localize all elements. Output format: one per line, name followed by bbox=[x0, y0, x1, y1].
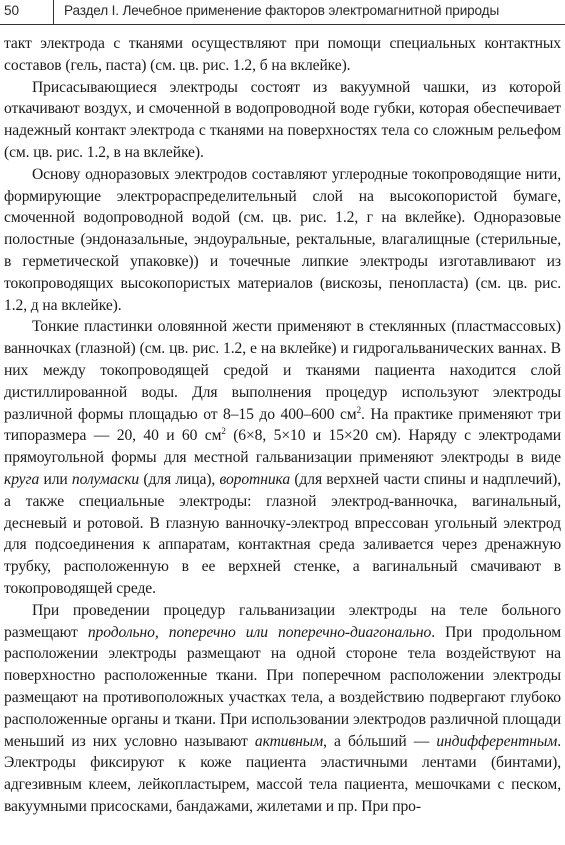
header-separator bbox=[53, 0, 54, 24]
body-text bbox=[4, 33, 561, 818]
text-run: Основу одноразовых электродов составляют углеродные токопроводящие нити, формирующие электрораспределительный слой на высокопористой бумаге, смоченной водопроводной водой (см. цв. рис. 1.2, г на вклейке). Одноразовые полостные (эндоназальные, эндоуральные, ректальные, влагалищные (стерильные, в герметической упаковке)) и точечные липкие электроды изготавливают из токопроводящих высокопористых материалов (вискозы, пенопласта) (см. цв. рис. 1.2, д на вклейке). bbox=[4, 165, 561, 314]
text-run: (для лица), bbox=[139, 470, 220, 488]
text-run: , а бóльший — bbox=[323, 732, 437, 750]
running-title: Раздел I. Лечебное применение факторов электромагнитной природы bbox=[64, 3, 500, 18]
paragraph bbox=[4, 316, 561, 599]
italic-term: полумаски bbox=[71, 470, 140, 488]
text-run: . Электроды фиксируют к коже пациента эластичными лентами (бинтами), адгезивным клеем, лейкопластырем, массой тела пациента, мешочками с песком, вакуумными присосками, бандажами, жилетами и пр. При про- bbox=[4, 732, 561, 815]
italic-term: продольно, поперечно или поперечно-диагонально bbox=[87, 623, 432, 641]
page-number: 50 bbox=[4, 3, 20, 18]
superscript: 2 bbox=[221, 426, 226, 437]
text-run: (6×8, 5×10 и 15×20 см). Наряду с электродами прямоугольной формы для местной гальванизации применяют электроды в виде bbox=[4, 427, 561, 467]
paragraph bbox=[4, 164, 561, 317]
italic-term: активным bbox=[254, 732, 324, 750]
superscript: 2 bbox=[356, 404, 361, 415]
text-run: . При продольном расположении электроды размещают на одной стороне тела воздействуют на поверхностно расположенные ткани. При поперечном расположении электроды размещают на противоположных участках тела, а воздействию подвергают глубоко расположенные органы и ткани. При использовании электродов различной площади меньший из них условно называют bbox=[4, 623, 561, 750]
italic-term: круга bbox=[4, 470, 40, 488]
text-run: При проведении процедур гальванизации электроды на теле больного размещают bbox=[4, 601, 561, 641]
text-run: или bbox=[39, 470, 72, 488]
text-run: Тонкие пластинки оловянной жести применяют в стеклянных (пластмассовых) ванночках (глазной) (см. цв. рис. 1.2, е на вклейке) и гидрогальванических ваннах. В них между токопроводящей средой и тканями пациента находится слой дистиллированной воды. Для выполнения процедур используют электроды различной формы площадью от 8–15 до 400–600 см bbox=[4, 318, 561, 423]
text-run: Присасывающиеся электроды состоят из вакуумной чашки, из которой откачивают воздух, и смоченной в водопроводной воде губки, которая обеспечивает надежный контакт электрода с тканями на поверхностях тела со сложным рельефом (см. цв. рис. 1.2, в на вклейке). bbox=[4, 78, 561, 161]
paragraph bbox=[4, 600, 561, 818]
page-header bbox=[0, 0, 565, 26]
italic-term: индифферентным bbox=[436, 732, 558, 750]
header-rule bbox=[0, 24, 565, 25]
text-run: (для верхней части спины и надплечий), а также специальные электроды: глазной электрод-ванночка, вагинальный, десневый и ротовой. В глазную ванночку-электрод впрессован угольный электрод для подсоединения к аппаратам, контактная среда заливается через дренажную трубку, расположенную в ее верхней стенке, а вагинальный смачивают в токопроводящей среде. bbox=[4, 470, 561, 597]
paragraph bbox=[4, 33, 561, 77]
paragraph bbox=[4, 77, 561, 164]
text-run: такт электрода с тканями осуществляют при помощи специальных контактных составов (гель, паста) (см. цв. рис. 1.2, б на вклейке). bbox=[4, 35, 561, 74]
text-run: . На практике применяют три типоразмера — 20, 40 и 60 см bbox=[4, 405, 561, 445]
italic-term: воротника bbox=[219, 470, 291, 488]
